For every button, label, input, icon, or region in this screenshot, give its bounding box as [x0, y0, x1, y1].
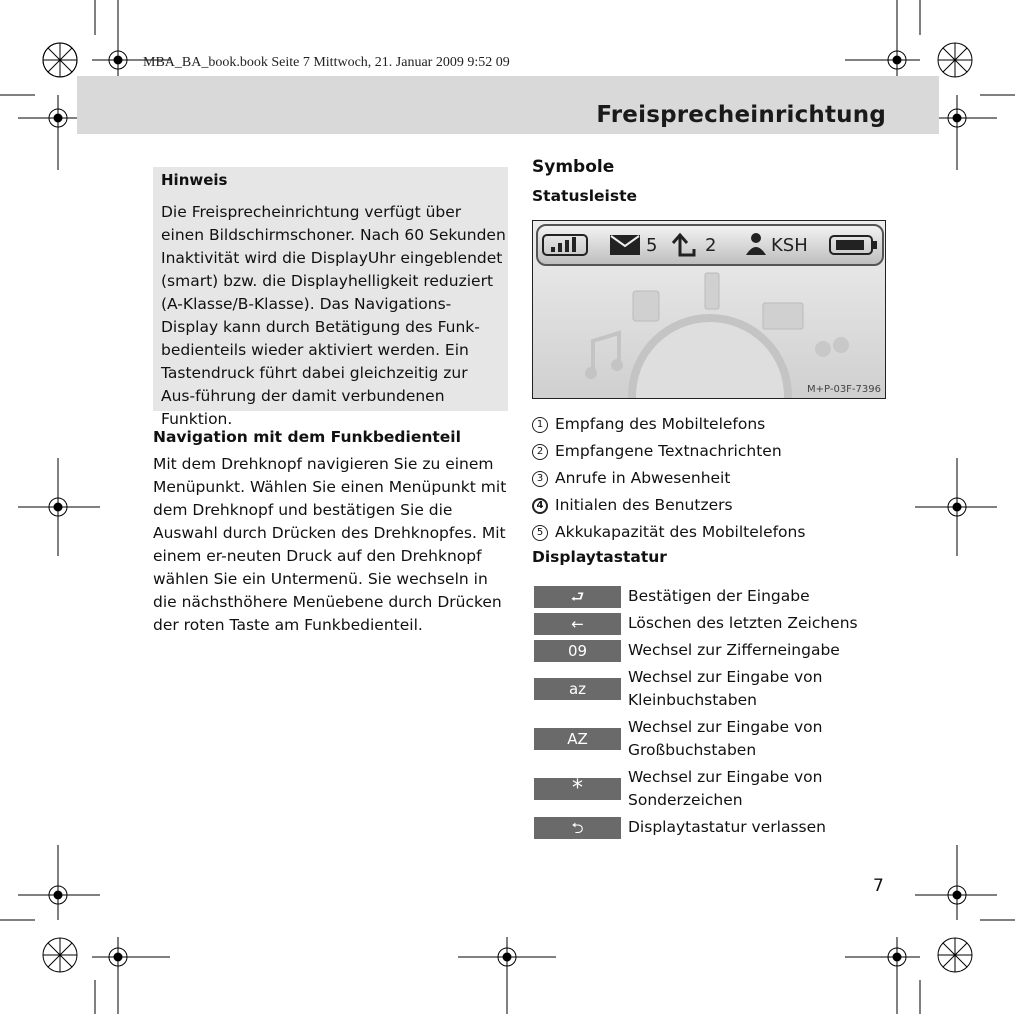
legend-number: 4 [532, 498, 548, 514]
legend-text: Empfangene Textnachrichten [555, 442, 782, 460]
key-label: Wechsel zur Zifferneingabe [628, 641, 840, 659]
hint-text: Die Freisprecheinrichtung verfügt über einen Bildschirmschoner. Nach 60 Sekunden Inaktivität wird die DisplayUhr eingeblendet (smart) bzw. die Displayhelligkeit reduziert (A-Klasse/B-Klasse). Das Navigations-Display kann durch Betätigung des Funk-bedienteils wieder aktiviert werden. Ein Tastendruck führt dabei gleichzeitig zur Aus-führung der damit verbundenen Funktion. [161, 203, 506, 428]
hint-box [153, 167, 508, 428]
key-label: Wechsel zur Eingabe von Sonderzeichen [628, 768, 823, 809]
legend-item [532, 521, 805, 544]
key-label: Bestätigen der Eingabe [628, 587, 810, 605]
legend-item [532, 467, 730, 490]
legend-text: Anrufe in Abwesenheit [555, 469, 731, 487]
confirm-key-icon: ⮐ [534, 586, 621, 608]
display-keyboard-title: Displaytastatur [532, 548, 667, 566]
print-header: MBA_BA_book.book Seite 7 Mittwoch, 21. Januar 2009 9:52 09 [143, 55, 510, 70]
status-bar-screenshot [532, 220, 886, 399]
backspace-key-icon: ← [534, 613, 621, 635]
legend-text: Initialen des Benutzers [555, 496, 733, 514]
lowercase-key-icon: az [534, 678, 621, 700]
key-label: Displaytastatur verlassen [628, 818, 826, 836]
key-row [534, 639, 868, 662]
missed-calls-count: 2 [705, 235, 717, 256]
key-row [534, 816, 868, 839]
uppercase-key-icon: AZ [534, 728, 621, 750]
key-row [534, 716, 868, 762]
status-bar-title: Statusleiste [532, 187, 637, 205]
page-header-bar [77, 76, 939, 134]
page-title: Freisprecheinrichtung [596, 102, 886, 128]
legend-item [532, 413, 765, 436]
legend-number: 2 [532, 444, 548, 460]
digits-key-icon: 09 [534, 640, 621, 662]
legend-item [532, 440, 782, 463]
legend-number: 1 [532, 417, 548, 433]
key-row [534, 585, 868, 608]
key-row [534, 612, 868, 635]
special-chars-key-icon: * [534, 778, 621, 800]
messages-count: 5 [646, 235, 658, 256]
page-number: 7 [873, 876, 884, 896]
key-label: Wechsel zur Eingabe von Kleinbuchstaben [628, 668, 823, 709]
image-code: M+P-03F-7396 [807, 384, 881, 395]
navigation-text: Mit dem Drehknopf navigieren Sie zu einem Menüpunkt. Wählen Sie einen Menüpunkt mit dem Drehknopf und bestätigen Sie die Auswahl durch Drücken des Drehknopfes. Mit einem er-neuten Druck auf den Drehknopf wählen Sie ein Untermenü. Sie wechseln in die nächsthöhere Menüebene durch Drücken der roten Taste am Funkbedienteil. [153, 455, 507, 634]
legend-item [532, 494, 733, 517]
legend-number: 3 [532, 471, 548, 487]
key-label: Löschen des letzten Zeichens [628, 614, 858, 632]
hint-title: Hinweis [161, 171, 228, 189]
legend-text: Akkukapazität des Mobiltelefons [555, 523, 806, 541]
key-row [534, 666, 868, 712]
key-label: Wechsel zur Eingabe von Großbuchstaben [628, 718, 823, 759]
exit-keyboard-key-icon: ⮌ [534, 817, 621, 839]
legend-text: Empfang des Mobiltelefons [555, 415, 766, 433]
key-row [534, 766, 868, 812]
legend-number: 5 [532, 525, 548, 541]
navigation-title: Navigation mit dem Funkbedienteil [153, 428, 461, 446]
symbols-title: Symbole [532, 157, 615, 177]
user-initials: KSH [771, 235, 808, 256]
